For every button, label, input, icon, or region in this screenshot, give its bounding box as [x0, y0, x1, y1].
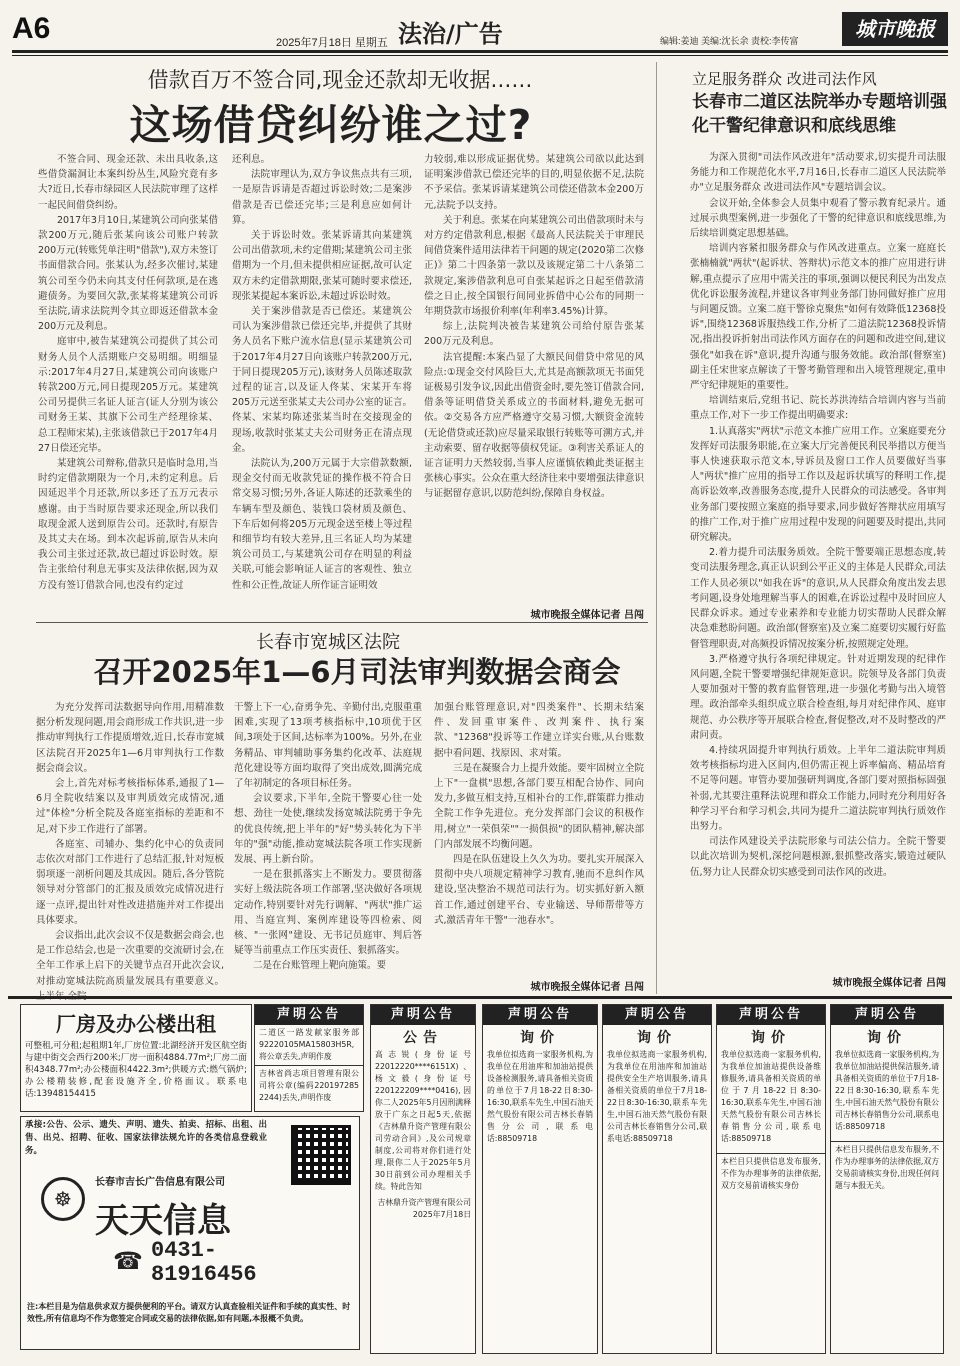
column-divider [656, 62, 657, 994]
ads-divider [8, 996, 952, 999]
section-title: 法治/广告 [398, 20, 503, 48]
article2-subtitle: 长春市宽城区法院 [256, 632, 400, 653]
issue-date: 2025年7月18日 星期五 [276, 37, 388, 49]
rental-ad-title: 厂房及办公楼出租 [56, 1012, 216, 1036]
header-rule-thin [12, 55, 948, 56]
inquiry-text: 我单位拟选商一家服务机构,为我单位在用油库和加油站提供设备检测服务,请具备相关资质的单位于7月18-22日8:30-16:30,联系车先生,中国石油天然气股份有限公司吉林长春销售分公司,联系电话:88509718 [487, 1050, 593, 1143]
company-emblem-icon: ☸ [41, 1177, 85, 1221]
article2-column-1: 为充分发挥司法数据导向作用,用精准数据分析发现问题,用会商形成工作共识,进一步推动审判执行工作提质增效,近日,长春市宽城区法院召开2025年1—6月审判执行工作数据会商会议。 会上,首先对标考核指标体系,通报了1—6月全院收结案以及审判质效完成情况,通过"体检"分析全院及各庭室指标的差距和不足,对下步工作进行了部署。 各庭室、司辅办、集约化中心的负责同志依次对部门工作进行了总结汇报,针对短板弱项逐一剖析问题及其成因。随后,各分管院领导对分管部门的汇报及质效完成情况进行逐一点评,提出针对性改进措施并对工作提出具体要求。 会议指出,此次会议不仅是数据会商会,也是工作总结会,也是一次重要的交流研讨会,在全年工作承上启下的关键节点召开此次会议,对推动宽城法院高质量发展具有重要意义。 [36, 702, 224, 987]
article1-subtitle: 借款百万不签合同,现金还款却无收据…… [147, 68, 533, 92]
right-article-body: 为深入贯彻"司法作风改进年"活动要求,切实提升司法服务能力和工作规范化水平,7月16日,长春市二道区人民法院举办"立足服务群众 改进司法作风"专题培训会议。 会议开始,全体参会人员集中观看了警示教育纪录片。通过展示典型案例,进一步强化了干警的纪律意识和底线思维,为后续培训奠定思想基础。 培训内容紧扣服务群众与作风改进重点。立案一庭庭长张楠楠就"两状"(起诉状、答辩状)示范文本的推广应用进行讲解,重点提示了应用中需关注的事项,强调以便民利民为出发点优化诉讼服务流程,并建议各审判业务部门协同做好推广应用与问题反馈。立案二庭干警徐克聚焦"如何有效降低12368投诉",围绕12368诉服热线工作,分析了二道法院12368投诉情况,指出投诉折射出司法作风方面存在的问题和改进空间,建议强化"如我在诉"意识,提升沟通与服务效能。政治部(督察室)副主任宋世家点解读了干警考勤管理和出入境管理规定,重申严守纪律规矩的重要性。 培训结束后,党组书记、院长苏洪涛结合培训内容与当前重点工作,对下一步工作提出明确要求: 1.认真落实"两状"示范文本推广应用工作。立案庭要充分发挥好司法服务职能,在立案大厅完善便民利民举措以方便当事人快速获取示范文本,导诉员及窗口工作人员要做好当事人"两状"推广应用的指导工作以及起诉状填写的释明工作,提高诉讼效率,改善服务态度,提升人民群众的司法感受。各审判业务部门要按照立案庭的指导要求,同步做好答辩状应用填写的推广工作,对于推广应用过程中发现的问题要及时提出,共同研究解决。 2.着力提升司法服务质效。全院干警要端正思想态度,转变司法服务理念,真正认识到公平正义的主体是人民群众,司法工作人员必须以"如我在诉"的意识,从人民群众角度出发去思考问题,设身处地理解当事人的困难,在诉讼过程中及时回应人民群众诉求。通过专业素养和专业能力切实帮助人民群众解决急难愁盼问题。政治部(督察室)及立案二庭要切实履行好监督管理职责,对高频投诉情况按案分析,按照规定处理。 3.严格遵守执行各项纪律规定。针对近期发现的纪律作风问题,全院干警要增强纪律规矩意识。院领导及各部门负责人要加强对干警的教育监督管理,进一步强化考勤与出入境管理。政治部牵头组织成立联合检查组,每月对纪律作风、庭审规范、办公秩序等开展联合检查,督促整改,对不及时整改的严肃问责。 4.持续巩固提升审判执行质效。上半年二道法院审判质效考核指标均进入区间内,但仍需正视上诉率偏高、精品培育不足等问题。审管办要加强研判调度,各部门要对照指标固强补弱,尤其要注重释法说理和群众工作能力,同时充分利用好各种学习平台和学习机会,共同为提升二道法院审判执行质效作出努力。 司法作风建设关乎法院形象与司法公信力。全院干警要以此次培训为契机,深挖问题根源,狠抓整改落实,锻造过硬队伍,努力让人民群众切实感受到司法作风的改进。 [690, 152, 946, 878]
announcement-title: 公告 [403, 1030, 443, 1046]
newspaper-logo: 城市晚报 [842, 12, 948, 46]
right-article-title: 长春市二道区法院举办专题培训强化干警纪律意识和底线思维 [692, 92, 947, 136]
inquiry-text: 我单位拟选商一家服务机构,为我单位加油站提供保洁服务,请具备相关资质的单位于7月18-22日8:30-16:30,联系车先生,中国石油天然气股份有限公司吉林长春销售分公司,联系电话:88509718 [835, 1050, 939, 1131]
bottom-note: 本栏目只提供信息发布服务,不作为办理事务的法律依据,双方交易前请核实身份 [717, 1153, 825, 1194]
inquiry-title: 询价 [637, 1030, 677, 1046]
small-notice-1: 二道区一路发献家服务部92220105MA15803H5R,将公章丢失,声明作废 [259, 1028, 359, 1061]
notice-header: 声明公告 [831, 1005, 943, 1025]
announcement-signature: 吉林鼎升资产管理有限公司 2025年7月18日 [377, 1198, 471, 1219]
article1-column-2: 还利息。 法院审理认为,双方争议焦点共有三项,一是原告诉请是否超过诉讼时效;二是案涉借款是否已偿还完毕;三是利息应如何计算。 关于诉讼时效。张某诉请其向某建筑公司出借款项,未约定借期;某建筑公司主张借期为一个月,但未提供相应证据,故可认定双方未约定借款期限,张某可随时要求偿还,现张某提起本案诉讼,未超过诉讼时效。 关于案涉借款是否已偿还。某建筑公司认为案涉借款已偿还完毕,并提供了其财务人员名下账户流水信息(显示某建筑公司于2017年4月27日向该账户转款200万元,于同日提现205万元),该财务人员陈述取款过程的证言,以及证人佟某、宋某开车将205万元送至张某丈夫公司办公室的证言。佟某、宋某均陈述张某当时在交接现金的现场,收款时张某丈夫公司财务正在清点现金。 法院认为,200万元属于大宗借款数额,现金交付而无收款凭证的操作极不符合日常交易习惯;另外,各证人陈述的还款乘坐的车辆车型及颜色、装钱口袋材质及颜色、下车后如何将205万元现金送至楼上等过程和细节均有较大差异,且三名证人均为某建筑公司员工,与某建筑公司存在明显的利益关联,可能会影响证人证言的客观性、独立性和公正性,故证人所作证言证明效 [232, 154, 412, 591]
bottom-note: 本栏目只提供信息发布服务,不作为办理事务的法律依据,双方交易前请核实身份,出现任何问题与本报无关。 [831, 1141, 943, 1194]
page-number: A6 [12, 12, 51, 45]
rental-ad [20, 1004, 252, 1112]
inquiry-title: 询价 [520, 1030, 560, 1046]
article2-byline: 城市晚报全媒体记者 吕闯 [530, 982, 644, 993]
notice-column-4 [602, 1004, 712, 1354]
tiantian-company: 长春市吉长广告信息有限公司 [95, 1177, 225, 1188]
tiantian-note: 注:本栏目是为信息供求双方提供便利的平台。请双方认真查验相关证件和手续的真实性、时效性,所有信息均不作为您签定合同或交易的法律依据,如有问题,本报概不负责。 [27, 1302, 351, 1323]
article1-byline: 城市晚报全媒体记者 吕闯 [530, 610, 644, 621]
header-rule [12, 50, 948, 53]
article-divider [36, 622, 648, 623]
article1-column-3: 力较弱,难以形成证据优势。某建筑公司欲以此达到证明案涉借款已偿还完毕的目的,明显依据不足,法院不予采信。张某诉请某建筑公司偿还借款本金200万元,法院予以支持。 关于利息。张某在向某建筑公司出借款项时未与对方约定借款利息,根据《最高人民法院关于审理民间借贷案件适用法律若干问题的规定(2020第二次修正)》第二十四条第一款以及该规定第二十八条第二款规定,案涉借款利息可自张某起诉之日起至借款清偿之日止,按全国银行间同业拆借中心公布的同期一年期贷款市场报价利率(年利率3.45%)计算。 综上,法院判决被告某建筑公司给付原告张某200万元及利息。 法官提醒:本案凸显了大额民间借贷中常见的风险点:①现金交付风险巨大,尤其是高额款项无书面凭证极易引发争议,因此出借资金时,要先签订借款合同,借条等证明借贷关系成立的书面材料,避免无据可依。②交易各方应严格遵守交易习惯,大额资金流转(无论借贷或还款)应尽量采取银行转账等可溯方式,并主动索要、留存收据等债权凭证。③利害关系证人的证言证明力天然较弱,当事人应谨慎依赖此类证据主张核心事实。公众在重大经济往来中要增强法律意识与证据留存意识,以防范纠纷,保障自身权益。 [424, 154, 644, 500]
article2-column-3: 加强台账管理意识,对"四类案件"、长期未结案件、发回重审案件、改判案件、执行案款、"12368"投诉等工作建立详实台账,从台账数据中看问题、找原因、求对策。 三是在凝聚合力上提升效能。要牢固树立全院上下"一盘棋"思想,各部门要互相配合协作、同向发力,多做互相支持,互相补台的工作,群策群力推动全院工作争先进位。充分发挥部门会议的积极作用,树立"一荣俱荣""一损俱损"的团队精神,解决部门内部发展不均衡问题。 四是在队伍建设上久久为功。要扎实开展深入贯彻中央八项规定精神学习教育,驰而不息纠作风建设,坚决整治不规范司法行为。切实抓好新入额首工作,通过创建平台、专业输送、导师帮带等方式,激活青年干警"一池春水"。 [434, 702, 644, 926]
small-notice-2: 吉林省尚志项目管理有限公司将公章(编码220197285 2244)丢失,声明作废 [255, 1065, 363, 1106]
inquiry-text: 我单位拟选商一家服务机构,为我单位加油站提供设备维修服务,请具备相关资质的单位于7月18-22日8:30-16:30,联系车先生,中国石油天然气股份有限公司吉林长春销售分公司,联系电话:88509718 [721, 1050, 821, 1143]
right-article-byline: 城市晚报全媒体记者 吕闯 [832, 978, 946, 989]
rental-ad-text: 可整租,可分租;起租期1年,厂房位置:北湖经济开发区航空街与建中街交会西行200米;厂房一面积4884.77m²;厂房二面积4348.77m²;办公楼面积4422.3m²;供暖方式:燃气锅炉;办公楼精装修,配套设施齐全,价格面议。联系电话:13948154415 [25, 1041, 247, 1099]
phone-icon: ☎ [113, 1247, 143, 1275]
article1-column-1: 不签合同、现金还款、未出具收条,这些借贷漏洞让本案纠纷丛生,风险究竟有多大?近日,长春市绿园区人民法院审理了这样一起民间借贷纠纷。 2017年3月10日,某建筑公司向张某借款200万元,随后张某向该公司账户转款200万元(转账凭单注明"借款"),双方未签订书面借款合同。张某认为,经多次催讨,某建筑公司至今仍未向其支付任何款项,是在逃避债务。为要回欠款,张某将某建筑公司诉至法院,请求法院判令其立即返还借款本金200万元及利息。 庭审中,被告某建筑公司提供了其公司财务人员个人活期账户交易明细。明细显示:2017年4月27日,某建筑公司向该账户转款200万元,同日提现205万元。某建筑公司另提供三名证人证言(证人分别为该公司财务王某、其旗下公司生产经理徐某、总工程师宋某),主张该借款已于2017年4月27日偿还完毕。 某建筑公司辩称,借款只是临时急用,当时约定借款期限为一个月,未约定利息。后因延迟半个月还款,所以多还了五万元表示感谢。由于当时原告要求还现金,所以我们取现金派人送到原告公司。还款时,有原告及其丈夫在场。到本次起诉前,原告从未向我公司主张过还款,故已超过诉讼时效。原告主张给付利息无事实及法律依据,因为双方没有签订借款合同,也没有约定过 [38, 154, 218, 591]
notice-header: 声明公告 [717, 1005, 825, 1025]
editor-credits: 编辑:姜迪 美编:沈长余 责校:李传富 [660, 36, 799, 46]
tiantian-brand: 天天信息 [95, 1201, 231, 1241]
inquiry-text: 我单位拟选商一家服务机构,为我单位在用油库和加油站提供安全生产培训服务,请具备相关资质的单位于7月18-22日8:30-16:30,联系车先生,中国石油天然气股份有限公司吉林长春销售分公司,联系电话:88509718 [607, 1050, 707, 1143]
notice-column-1 [254, 1004, 364, 1112]
notice-header: 声明公告 [255, 1005, 363, 1025]
article2-column-2: 干警上下一心,奋勇争先、辛勤付出,克服重重困难,实现了13项考核指标中,10项优于区间,3项处于区间,达标率为100%。另外,在业务精品、审判辅助事务集约化改革、法庭规范化建设等方面均取得了突出成效,圆满完成了年初制定的各项目标任务。 会议要求,下半年,全院干警要心往一处想、劲往一处使,继续发扬宽城法院勇于争先的优良传统,把上半年的"好"势头转化为下半年的"强"动能,推动宽城法院各项工作实现新发展、再上新台阶。 一是在狠抓落实上不断发力。要贯彻落实好上级法院各项工作部署,坚决做好各项规定动作,特别要针对先行调解、"两状"推广运用、当庭宣判、案例库建设等四检索、阅核、"一张网"建设、无书记员庭审、判后答疑等当前重点工作压实责任、狠抓落实。 二是在台账管理上靶向施策。要 [234, 702, 422, 972]
right-article-subtitle: 立足服务群众 改进司法作风 [692, 70, 877, 88]
announcement-text: 高志锐(身份证号22012220****6151X)、杨文毅(身份证号220122209****0416),因你二人2025年5月因刑满释放于广东之日起5天,依据《吉林鼎升资产管理有限公司劳动合同》,及公司规章制度,公司将对你们进行处理,限你二人于2025年5月30日前到公司办理相关手续。特此告知 [375, 1050, 471, 1191]
article1-title: 这场借贷纠纷谁之过? [129, 101, 533, 149]
notice-column-2 [370, 1004, 476, 1354]
tiantian-services: 承接:公告、公示、遗失、声明、遗失、拍卖、招标、出租、出售、出兑、招聘、征收、国家法律法规允许的各类信息登载业务。 [25, 1120, 267, 1156]
article2-title: 召开2025年1—6月司法审判数据会商会 [93, 655, 621, 689]
notice-header: 声明公告 [483, 1005, 597, 1025]
notice-header: 声明公告 [603, 1005, 711, 1025]
notice-column-5 [716, 1004, 826, 1354]
inquiry-title: 询价 [867, 1030, 907, 1046]
notice-column-6 [830, 1004, 944, 1354]
inquiry-title: 询价 [751, 1030, 791, 1046]
notice-header: 声明公告 [371, 1005, 475, 1025]
tiantian-ad [20, 1116, 360, 1350]
qr-code-icon [291, 1125, 351, 1185]
tiantian-phone: 0431-81916456 [151, 1238, 257, 1287]
notice-column-3 [482, 1004, 598, 1354]
